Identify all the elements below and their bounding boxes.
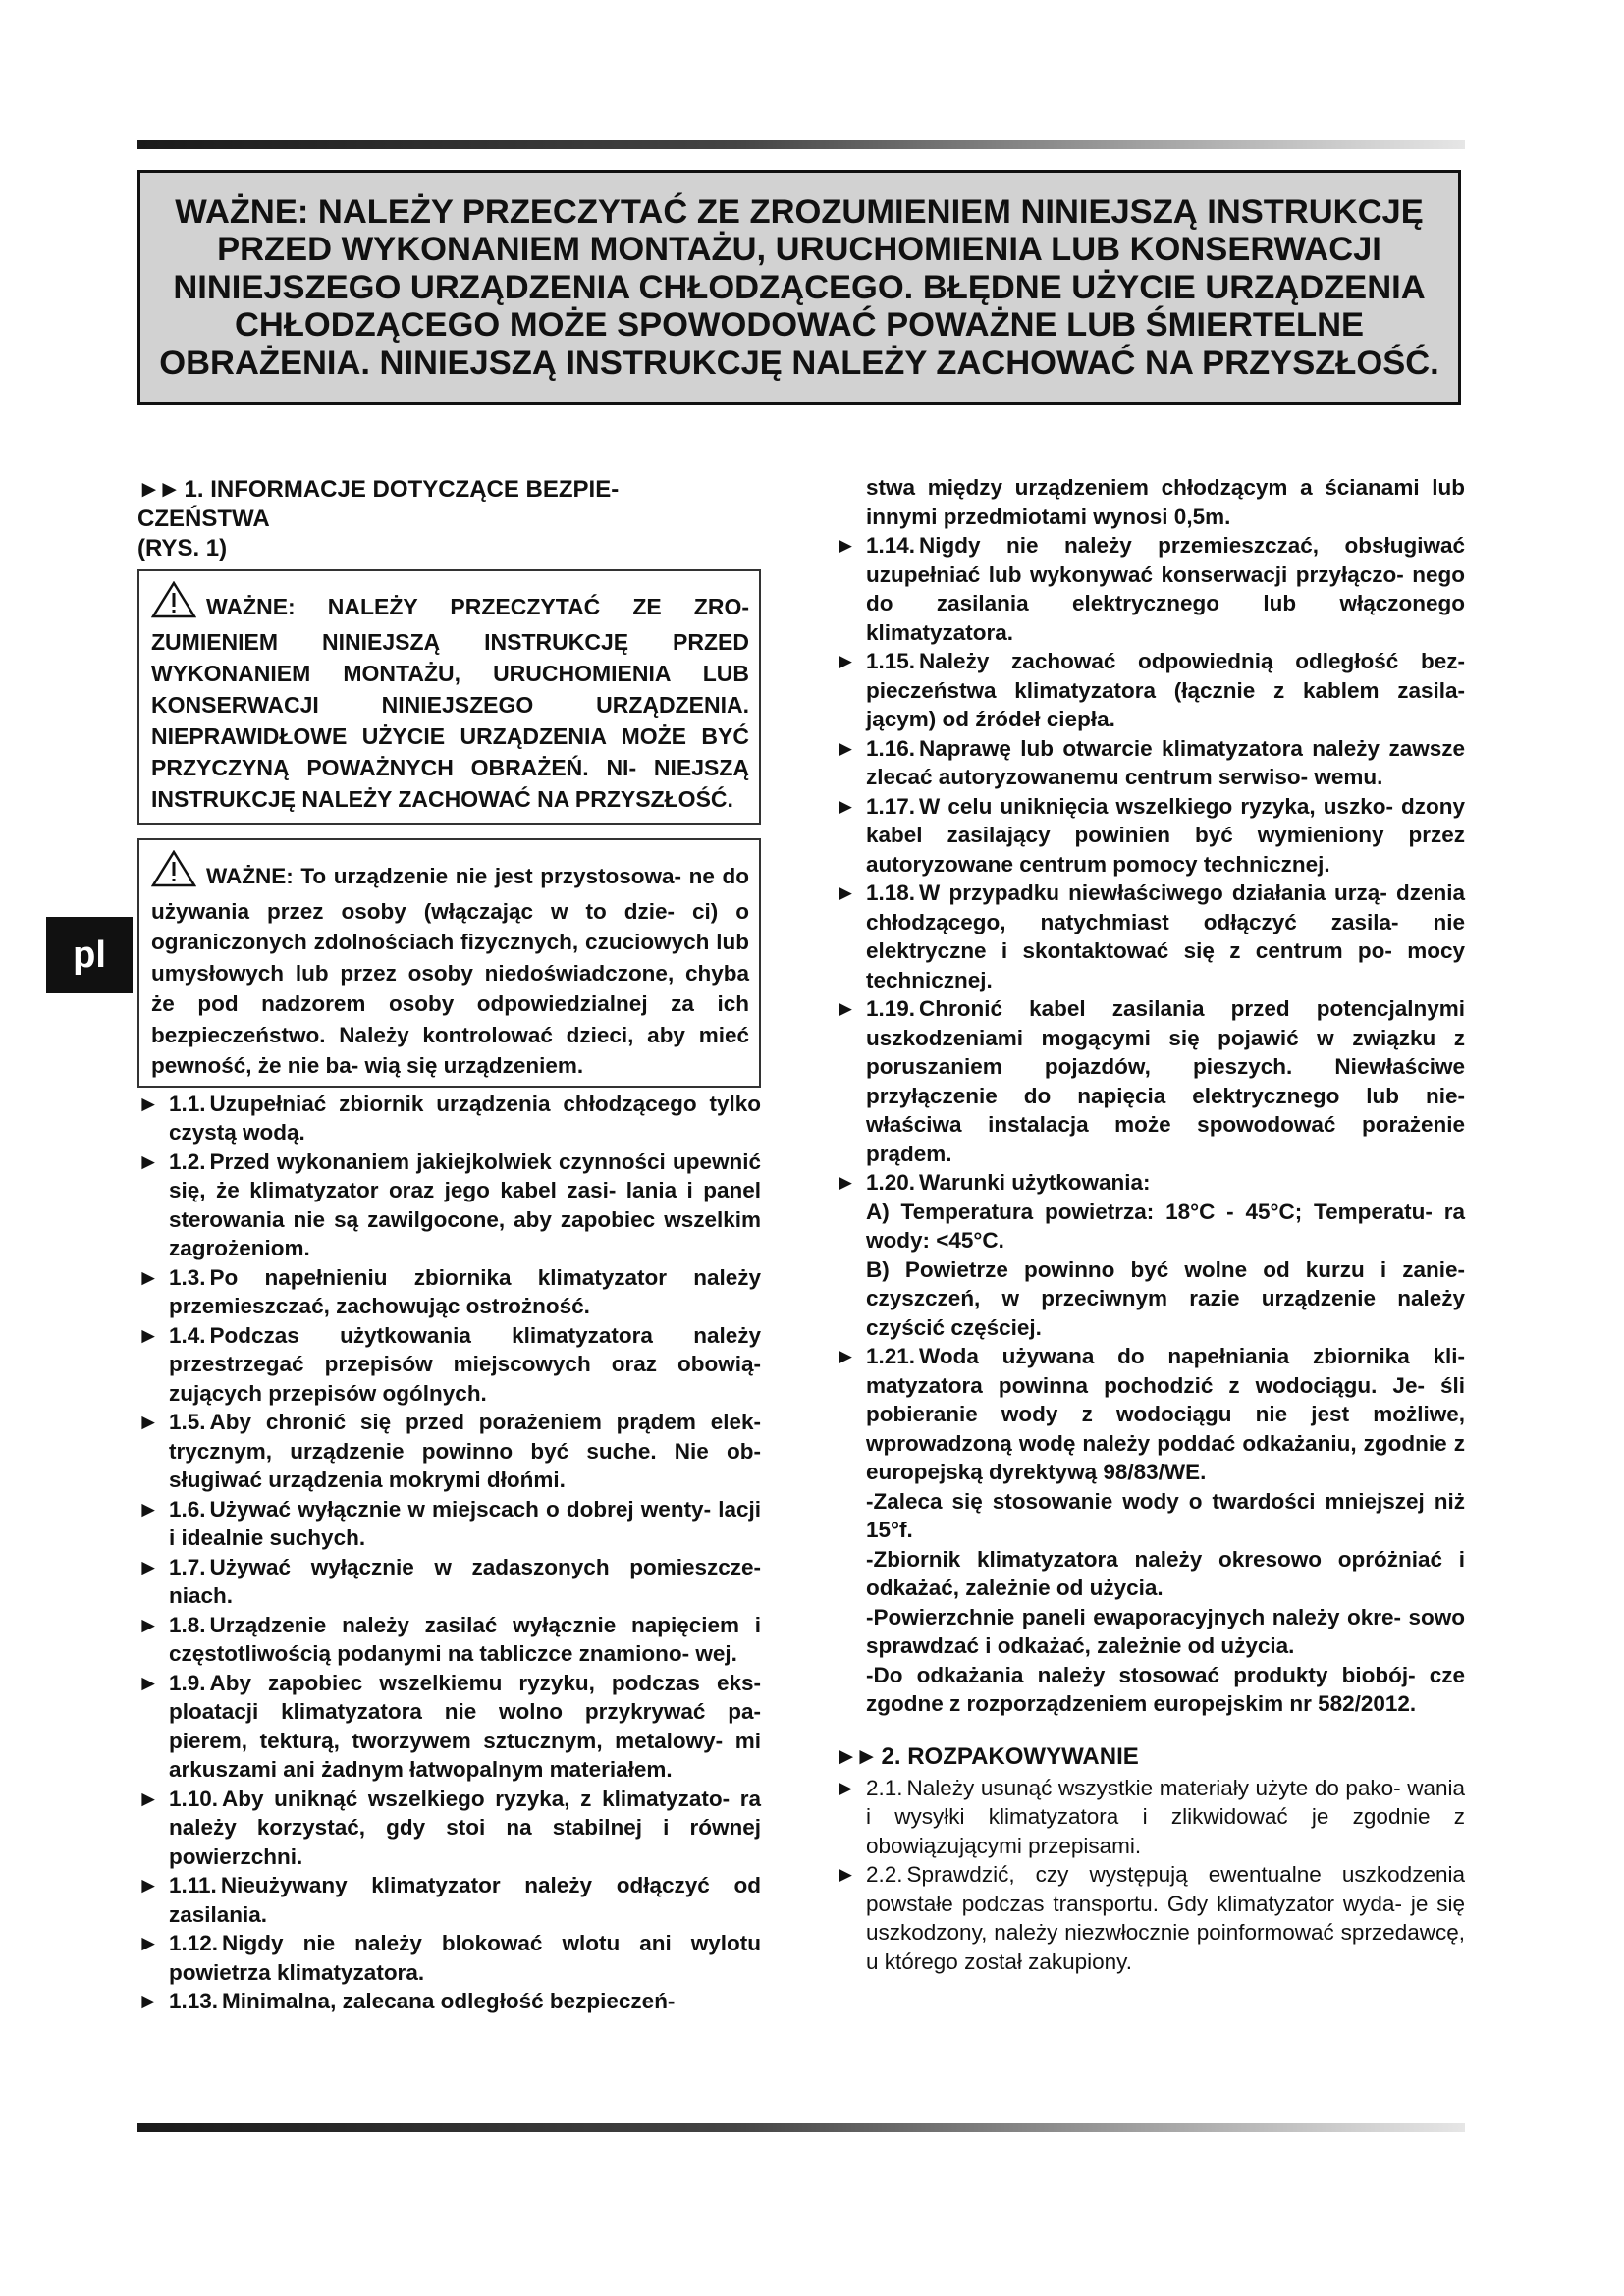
continuation-text: stwa między urządzeniem chłodzącym a ścianami lub innymi przedmiotami wynosi 0,5m. [866, 475, 1465, 529]
warning-triangle-icon [151, 581, 196, 626]
list-item: ► 1.4. Podczas użytkowania klimatyzatora należy przestrzegać przepisów miejscowych oraz obowią- zujących przepisów ogólnych. [137, 1322, 761, 1406]
list-item-1-21: ► 1.21. Woda używana do napełniania zbiornika kli- matyzatora powinna pochodzić z wodociągu. Je- śli pobieranie wody z wodociągu nie jest możliwe, wprowadzoną wodę należy poddać odkażaniu, zgodnie z europejską dyrektywą 98/83/WE. -Zaleca się stosowanie wody o twardości mniejszej niż 15°f. -Zbiornik klimatyzatora należy okresowo opróżniać i odkażać, zależnie od użycia. -Powierzchnie paneli ewaporacyjnych należy okre- sowo sprawdzać i odkażać, zależnie od użycia. -Do odkażania należy stosować produkty biobój- cze zgodne z rozporządzeniem europejskim nr 582/2012. [835, 1342, 1465, 1719]
arrow-icon: ► [835, 1775, 857, 1800]
arrow-icon: ► [835, 533, 857, 558]
left-column [137, 475, 761, 2016]
safety-list-right [835, 531, 1465, 1719]
arrow-icon: ► [835, 649, 857, 673]
arrow-icon: ► [835, 1862, 857, 1887]
arrow-icon: ► [137, 1873, 160, 1897]
arrow-icon: ► [835, 1170, 857, 1195]
section-2-heading: ►► 2. ROZPAKOWYWANIE [835, 1742, 1139, 1770]
bottom-rule [137, 2123, 1465, 2132]
list-item: ► 1.1. Uzupełniać zbiornik urządzenia chłodzącego tylko czystą wodą. [137, 1091, 761, 1145]
arrow-icon: ► [137, 1786, 160, 1811]
arrow-icon: ► [137, 1931, 160, 1955]
list-item: ► 1.3. Po napełnieniu zbiornika klimatyzator należy przemieszczać, zachowując ostrożność. [137, 1264, 761, 1318]
arrow-icon: ► [835, 793, 857, 819]
right-column [835, 473, 1465, 1976]
section-1-heading: ►► 1. INFORMACJE DOTYCZĄCE BEZPIE- CZEŃSTWA (RYS. 1) [137, 476, 620, 561]
double-arrow-icon: ►► [835, 1742, 876, 1770]
list-item: ► 1.16. Naprawę lub otwarcie klimatyzatora należy zawsze zlecać autoryzowanemu centrum serwiso- wemu. [835, 735, 1465, 789]
list-item: ► 1.17. W celu uniknięcia wszelkiego ryzyka, uszko- dzony kabel zasilający powinien być wymieniony przez autoryzowane centrum pomocy technicznej. [835, 793, 1465, 877]
arrow-icon: ► [137, 1989, 160, 2013]
arrow-icon: ► [137, 1322, 160, 1348]
water-note-1: -Zaleca się stosowanie wody o twardości mniejszej niż 15°f. [866, 1488, 1465, 1542]
warning-2-text: WAŻNE: To urządzenie nie jest przystosowa- ne do używania przez osoby (włączając w to dzie- ci) o ograniczonych zdolnościach fizycznych, czuciowych lub umysłowych lub przez osoby niedoświadczone, chyba że pod nadzorem osoby odpowiedzialnej za ich bezpieczeństwo. Należy kontrolować dzieci, aby mieć pewność, że nie ba- wią się urządzeniem. [151, 864, 749, 1078]
list-item: ► 1.19. Chronić kabel zasilania przed potencjalnymi uszkodzeniami mogącymi się pojawić w związku z poruszaniem pojazdów, pieszych. Niewłaściwe przyłączenie do napięcia elektrycznego lub nie- właściwa instalacja może spowodować porażenie prądem. [835, 996, 1465, 1166]
list-item: ► 1.6. Używać wyłącznie w miejscach o dobrej wenty- lacji i idealnie suchych. [137, 1496, 761, 1550]
list-item: ► 1.5. Aby chronić się przed porażeniem prądem elek- trycznym, urządzenie powinno być suche. Nie ob- sługiwać urządzenia mokrymi dłońmi. [137, 1410, 761, 1492]
list-item: ► 1.2. Przed wykonaniem jakiejkolwiek czynności upewnić się, że klimatyzator oraz jego kabel zasi- lania i panel sterowania nie są zawilgocone, aby zapobiec wszelkim zagrożeniom. [137, 1148, 761, 1260]
arrow-icon: ► [835, 881, 857, 905]
list-item: ► 1.8. Urządzenie należy zasilać wyłącznie napięciem i częstotliwością podanymi na tabliczce znamiono- wej. [137, 1612, 761, 1666]
arrow-icon: ► [137, 1496, 160, 1522]
important-banner [137, 170, 1461, 405]
list-item-1-20: ► 1.20. Warunki użytkowania: A) Temperatura powietrza: 18°C - 45°C; Temperatu- ra wody: <45°C. B) Powietrze powinno być wolne od kurzu i zanie- czyszczeń, w przeciwnym razie urządzenie należy czyścić częściej. [835, 1168, 1465, 1342]
safety-list-left [137, 1090, 761, 2016]
arrow-icon: ► [137, 1554, 160, 1579]
double-arrow-icon: ►► [137, 476, 179, 503]
list-item: ► 1.13. Minimalna, zalecana odległość bezpieczeń- [137, 1987, 761, 2016]
arrow-icon: ► [137, 1612, 160, 1637]
list-item: ► 2.1. Należy usunąć wszystkie materiały użyte do pako- wania i wysyłki klimatyzatora i zlikwidować je zgodnie z obowiązującymi przepisami. [835, 1775, 1465, 1858]
water-note-3: -Powierzchnie paneli ewaporacyjnych należy okre- sowo sprawdzać i odkażać, zależnie od użycia. [866, 1604, 1465, 1658]
condition-b: B) Powietrze powinno być wolne od kurzu i zanie- czyszczeń, w przeciwnym razie urządzenie należy czyścić częściej. [866, 1256, 1465, 1340]
language-tab: pl [46, 917, 133, 993]
warning-box-2 [137, 838, 761, 1088]
list-item: ► 1.11. Nieużywany klimatyzator należy odłączyć od zasilania. [137, 1873, 761, 1927]
banner-text: WAŻNE: NALEŻY PRZECZYTAĆ ZE ZROZUMIENIEM NINIEJSZĄ INSTRUKCJĘ PRZED WYKONANIEM MONTAŻU, URUCHOMIENIA LUB KONSERWACJI NINIEJSZEGO URZĄDZENIA CHŁODZĄCEGO. BŁĘDNE UŻYCIE URZĄDZENIA CHŁODZĄCEGO MOŻE SPOWODOWAĆ POWAŻNE LUB ŚMIERTELNE OBRAŻENIA. NINIEJSZĄ INSTRUKCJĘ NALEŻY ZACHOWAĆ NA PRZYSZŁOŚĆ. [159, 192, 1439, 382]
warning-box-1 [137, 569, 761, 825]
arrow-icon: ► [137, 1091, 160, 1116]
arrow-icon: ► [835, 735, 857, 761]
arrow-icon: ► [835, 1344, 857, 1368]
warning-1-text: WAŻNE: NALEŻY PRZECZYTAĆ ZE ZRO- ZUMIENIEM NINIEJSZĄ INSTRUKCJĘ PRZED WYKONANIEM MONTAŻU, URUCHOMIENIA LUB KONSERWACJI NINIEJSZEGO URZĄDZENIA. NIEPRAWIDŁOWE UŻYCIE URZĄDZENIA MOŻE BYĆ PRZYCZYNĄ POWAŻNYCH OBRAŻEŃ. NI- NIEJSZĄ INSTRUKCJĘ NALEŻY ZACHOWAĆ NA PRZYSZŁOŚĆ. [151, 594, 749, 812]
list-item: ► 1.9. Aby zapobiec wszelkiemu ryzyku, podczas eks- ploatacji klimatyzatora nie wolno przykrywać pa- pierem, tekturą, tworzywem sztucznym, metalowy- mi arkuszami ani żadnym łatwopalnym materiałem. [137, 1670, 761, 1782]
list-item: ► 1.15. Należy zachować odpowiednią odległość bez- pieczeństwa klimatyzatora (łącznie z kablem zasila- jącym) od źródeł ciepła. [835, 649, 1465, 731]
arrow-icon: ► [137, 1264, 160, 1290]
list-item: ► 1.7. Używać wyłącznie w zadaszonych pomieszcze- niach. [137, 1554, 761, 1608]
list-item: ► 1.18. W przypadku niewłaściwego działania urzą- dzenia chłodzącego, natychmiast odłączyć zasila- nie elektryczne i skontaktować się z centrum po- mocy technicznej. [835, 881, 1465, 992]
list-item: ► 1.12. Nigdy nie należy blokować wlotu ani wylotu powietrza klimatyzatora. [137, 1931, 761, 1985]
top-rule [137, 140, 1465, 149]
arrow-icon: ► [835, 996, 857, 1021]
arrow-icon: ► [137, 1410, 160, 1434]
arrow-icon: ► [137, 1148, 160, 1174]
water-note-2: -Zbiornik klimatyzatora należy okresowo opróżniać i odkażać, zależnie od użycia. [866, 1546, 1465, 1600]
condition-a: A) Temperatura powietrza: 18°C - 45°C; Temperatu- ra wody: <45°C. [866, 1199, 1465, 1253]
list-item: ► 1.14. Nigdy nie należy przemieszczać, obsługiwać uzupełniać lub wykonywać konserwacji przyłączo- nego do zasilania elektrycznego lub włączonego klimatyzatora. [835, 533, 1465, 645]
list-item: ► 2.2. Sprawdzić, czy występują ewentualne uszkodzenia powstałe podczas transportu. Gdy klimatyzator wyda- je się uszkodzony, należy niezwłocznie poinformować sprzedawcę, u którego został zakupiony. [835, 1862, 1465, 1974]
unpacking-list [835, 1774, 1465, 1977]
warning-triangle-icon [151, 850, 196, 896]
arrow-icon: ► [137, 1670, 160, 1695]
list-item: ► 1.10. Aby uniknąć wszelkiego ryzyka, z klimatyzato- ra należy korzystać, gdy stoi na stabilnej i równej powierzchni. [137, 1786, 761, 1869]
water-note-4: -Do odkażania należy stosować produkty biobój- cze zgodne z rozporządzeniem europejskim nr 582/2012. [866, 1662, 1465, 1716]
